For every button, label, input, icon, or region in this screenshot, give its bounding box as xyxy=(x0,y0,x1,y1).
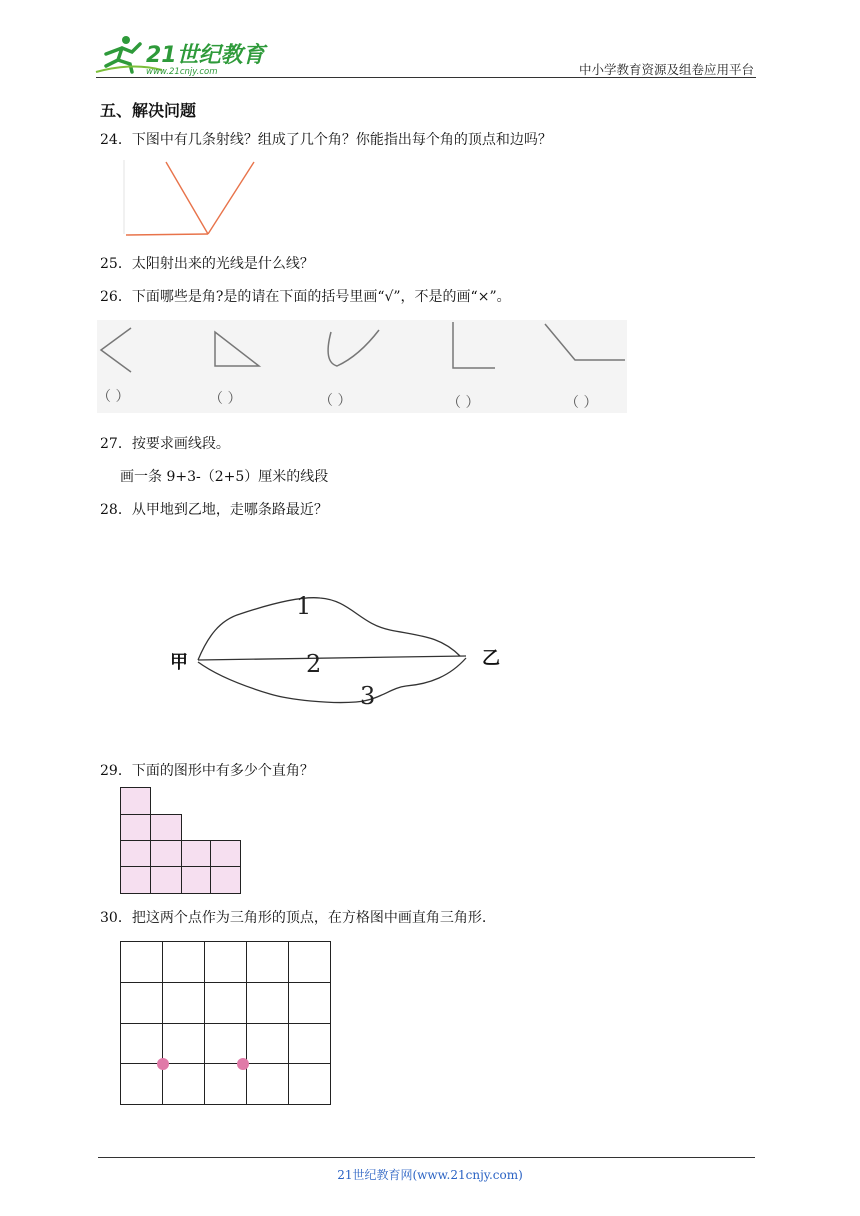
question-30: 30．把这两个点作为三角形的顶点，在方格图中画直角三角形. xyxy=(100,910,487,926)
header-divider xyxy=(96,77,756,78)
bracket-1: （ ） xyxy=(97,389,130,405)
section-title: 五、解决问题 xyxy=(100,101,197,120)
routes-figure xyxy=(160,580,520,724)
bracket-5: （ ） xyxy=(565,395,598,411)
logo-text: 21世纪教育 xyxy=(146,43,265,68)
start-label: 甲 xyxy=(170,652,188,673)
route-label-2: 2 xyxy=(306,650,322,678)
question-26: 26．下面哪些是角?是的请在下面的括号里画“√”，不是的画“×”。 xyxy=(100,289,511,305)
footer-link[interactable]: 21世纪教育网(www.21cnjy.com) xyxy=(337,1168,523,1182)
logo-url: www.21cnjy.com xyxy=(146,67,218,77)
angles-figure xyxy=(97,320,627,413)
vertex-point-1 xyxy=(157,1058,169,1070)
question-29: 29．下面的图形中有多少个直角？ xyxy=(100,763,314,779)
rays-figure xyxy=(120,158,260,242)
route-label-3: 3 xyxy=(360,682,376,710)
question-27: 27．按要求画线段。 xyxy=(100,436,230,452)
vertex-point-2 xyxy=(237,1058,249,1070)
end-label: 乙 xyxy=(482,648,500,669)
question-25: 25．太阳射出来的光线是什么线？ xyxy=(100,256,314,272)
question-28: 28．从甲地到乙地，走哪条路最近？ xyxy=(100,502,328,518)
squares-figure xyxy=(120,787,244,901)
bracket-2: （ ） xyxy=(209,391,242,407)
platform-name: 中小学教育资源及组卷应用平台 xyxy=(578,62,754,77)
footer-divider xyxy=(98,1157,755,1158)
bracket-3: （ ） xyxy=(319,393,352,409)
grid-figure xyxy=(120,941,332,1111)
question-27-sub: 画一条 9+3-（2+5）厘米的线段 xyxy=(120,469,329,485)
route-label-1: 1 xyxy=(296,592,312,620)
question-24: 24．下图中有几条射线？组成了几个角？你能指出每个角的顶点和边吗？ xyxy=(100,132,552,148)
site-logo xyxy=(92,32,265,78)
bracket-4: （ ） xyxy=(447,395,480,411)
